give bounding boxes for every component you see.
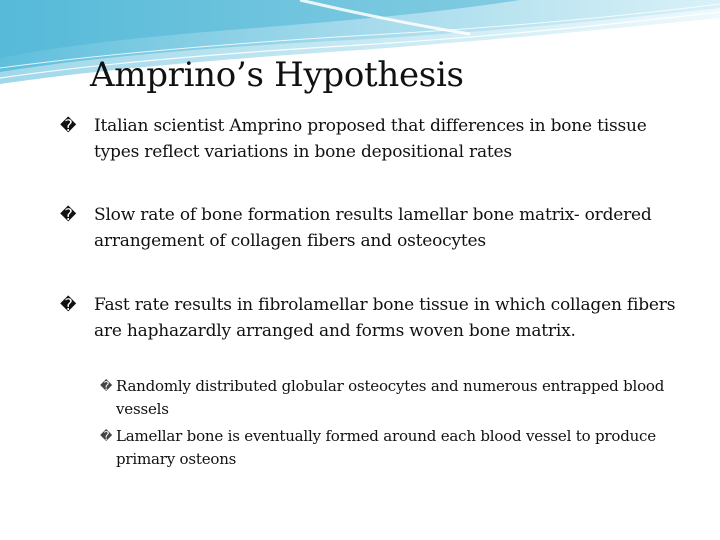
sub-bullet-box-icon: � — [100, 429, 113, 443]
sub-bullet-text: Randomly distributed globular osteocytes and numerous entrapped blood vessels — [116, 377, 665, 418]
bullet-text: Italian scientist Amprino proposed that differences in bone tissue types reflect variations in bone depositional rates — [94, 116, 647, 162]
bullet-item — [60, 292, 686, 344]
bullet-box-icon: � — [60, 116, 77, 135]
bullet-box-icon: � — [60, 295, 77, 314]
bullet-text: Slow rate of bone formation results lamellar bone matrix- ordered arrangement of collagen fibers and osteocytes — [94, 205, 652, 251]
bullet-text: Fast rate results in fibrolamellar bone tissue in which collagen fibers are haphazardly arranged and forms woven bone matrix. — [94, 295, 676, 341]
sub-bullet-box-icon: � — [100, 379, 113, 393]
sub-bullet-text: Lamellar bone is eventually formed around each blood vessel to produce primary osteons — [116, 427, 656, 468]
slide-title: Amprino’s Hypothesis — [90, 55, 464, 95]
bullet-item — [60, 202, 686, 254]
sub-bullet-item — [100, 425, 690, 471]
bullet-box-icon: � — [60, 205, 77, 224]
sub-bullet-item — [100, 375, 690, 421]
bullet-item — [60, 113, 686, 165]
